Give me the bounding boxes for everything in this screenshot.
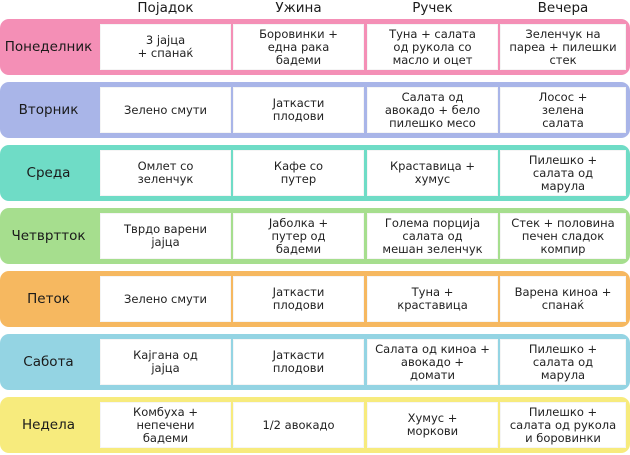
day-label: Понеделник bbox=[4, 39, 93, 55]
meal-cell-snack: Јаткасти плодови bbox=[233, 87, 364, 133]
day-label: Вторник bbox=[18, 102, 79, 118]
meal-cell-breakfast: Зелено смути bbox=[100, 87, 231, 133]
row-saturday bbox=[0, 334, 630, 390]
header-snack: Ужина bbox=[275, 0, 322, 16]
meal-cell-lunch: Хумус + моркови bbox=[367, 402, 498, 448]
header-breakfast: Појадок bbox=[137, 0, 194, 16]
meal-cell-breakfast: Омлет со зеленчук bbox=[100, 150, 231, 196]
meal-cell-lunch: Салата од авокадо + бело пилешко месо bbox=[367, 87, 498, 133]
meal-cell-dinner: Варена киноа + спанаќ bbox=[500, 276, 626, 322]
row-friday bbox=[0, 271, 630, 327]
meal-cell-dinner: Пилешко + салата од марула bbox=[500, 339, 626, 385]
header-lunch: Ручек bbox=[412, 0, 453, 16]
meal-cell-snack: Кафе со путер bbox=[233, 150, 364, 196]
day-label: Недела bbox=[22, 417, 75, 433]
meal-cell-dinner: Лосос + зелена салата bbox=[500, 87, 626, 133]
meal-cell-snack: Јаткасти плодови bbox=[233, 339, 364, 385]
meal-cell-breakfast: 3 јајца + спанаќ bbox=[100, 24, 231, 70]
meal-cell-breakfast: Кајгана од јајца bbox=[100, 339, 231, 385]
day-label: Среда bbox=[26, 165, 71, 181]
meal-cell-lunch: Туна + салата од рукола со масло и оцет bbox=[367, 24, 498, 70]
meal-cell-snack: Боровинки + една рака бадеми bbox=[233, 24, 364, 70]
meal-cell-breakfast: Тврдо варени јајца bbox=[100, 213, 231, 259]
row-tuesday bbox=[0, 82, 630, 138]
meal-cell-dinner: Пилешко + салата од рукола и боровинки bbox=[500, 402, 626, 448]
meal-cell-lunch: Голема порција салата од мешан зеленчук bbox=[367, 213, 498, 259]
meal-cell-dinner: Стек + половина печен сладок компир bbox=[500, 213, 626, 259]
meal-cell-dinner: Зеленчук на пареа + пилешки стек bbox=[500, 24, 626, 70]
day-label: Петок bbox=[27, 291, 70, 307]
meal-cell-lunch: Туна + краставица bbox=[367, 276, 498, 322]
row-monday bbox=[0, 19, 630, 75]
row-thursday bbox=[0, 208, 630, 264]
meal-cell-snack: 1/2 авокадо bbox=[233, 402, 364, 448]
meal-cell-breakfast: Зелено смути bbox=[100, 276, 231, 322]
meal-cell-snack: Јаткасти плодови bbox=[233, 276, 364, 322]
meal-cell-snack: Јаболка + путер од бадеми bbox=[233, 213, 364, 259]
day-label: Сабота bbox=[23, 354, 74, 370]
meal-cell-lunch: Краставица + хумус bbox=[367, 150, 498, 196]
header-dinner: Вечера bbox=[537, 0, 589, 16]
meal-cell-dinner: Пилешко + салата од марула bbox=[500, 150, 626, 196]
meal-cell-lunch: Салата од киноа + авокадо + домати bbox=[367, 339, 498, 385]
row-sunday bbox=[0, 397, 630, 453]
row-wednesday bbox=[0, 145, 630, 201]
meal-cell-breakfast: Комбуха + непечени бадеми bbox=[100, 402, 231, 448]
day-label: Четвртток bbox=[11, 228, 86, 244]
